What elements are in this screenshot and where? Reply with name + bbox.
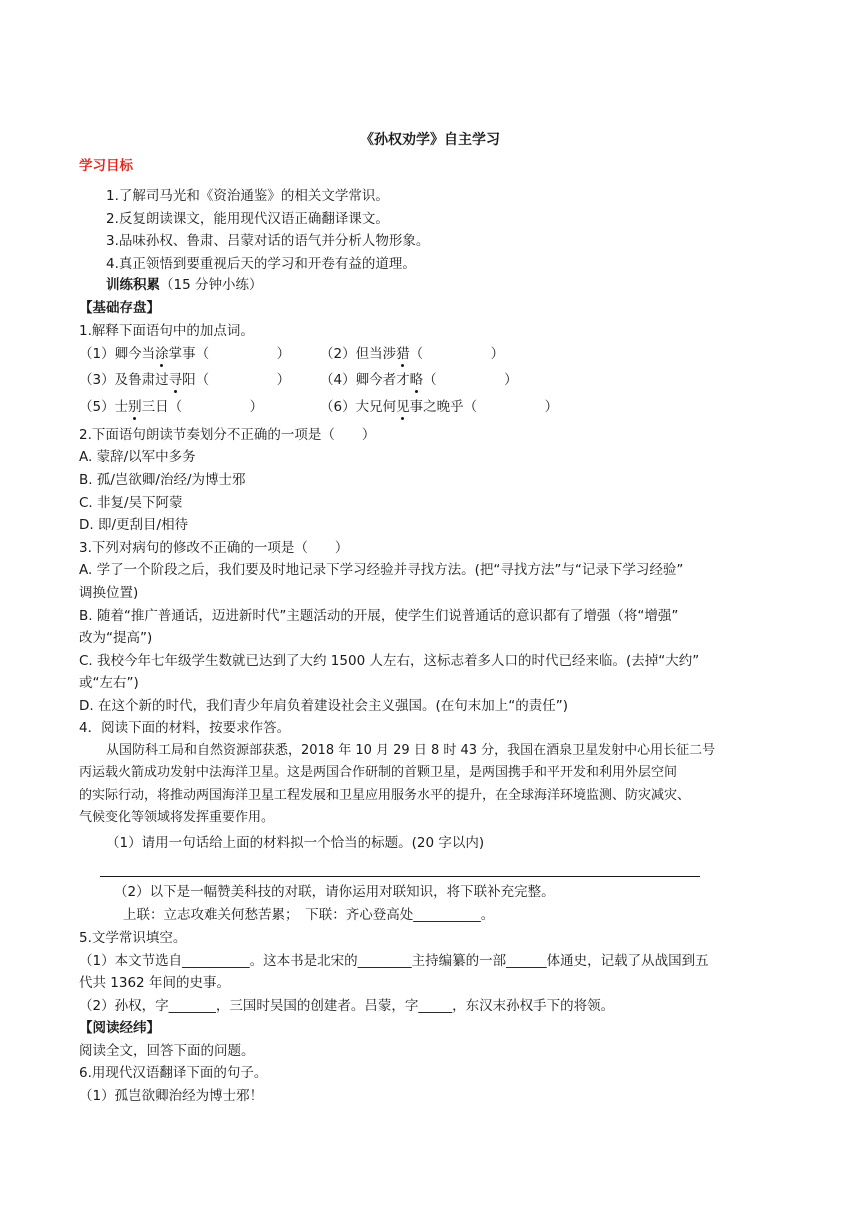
q3-stem: 3.下列对病句的修改不正确的一项是（ ） bbox=[79, 540, 349, 556]
q1-item: （4）卿今者才略（ ） bbox=[320, 372, 518, 388]
q4-couplet: 上联：立志攻难关何愁苦累； 下联：齐心登高处__________。 bbox=[123, 907, 495, 923]
goal-item: 4.真正领悟到要重视后天的学习和开卷有益的道理。 bbox=[106, 256, 416, 272]
q2-stem: 2.下面语句朗读节奏划分不正确的一项是（ ） bbox=[79, 427, 376, 443]
q4-material-line: 的实际行动，将推动两国海洋卫星工程发展和卫星应用服务水平的提升，在全球海洋环境监测、防灾减灾、 bbox=[79, 788, 691, 803]
training-note: （15 分钟小练） bbox=[160, 277, 263, 293]
q3-line: 调换位置) bbox=[79, 585, 139, 601]
q6-stem: 6.用现代汉语翻译下面的句子。 bbox=[79, 1065, 268, 1081]
q1-item: （5）士别三日（ ） bbox=[79, 399, 264, 415]
training-heading: 训练积累 bbox=[106, 277, 160, 293]
dotted-word: 寻 bbox=[168, 372, 183, 388]
q3-line: A. 学了一个阶段之后，我们要及时地记录下学习经验并寻找方法。(把“寻找方法”与“记录下学习经验” bbox=[79, 562, 684, 578]
q3-line: B. 随着“推广普通话，迈进新时代”主题活动的开展，使学生们说普通话的意识都有了增强（将“增强” bbox=[79, 608, 679, 624]
q6-item: （1）孤岂欲卿治经为博士邪！ bbox=[79, 1088, 264, 1104]
reading-intro: 阅读全文，回答下面的问题。 bbox=[79, 1043, 255, 1059]
q2-option: A. 蒙辞/以军中多务 bbox=[79, 449, 196, 465]
q4-material-line: 从国防科工局和自然资源部获悉，2018 年 10 月 29 日 8 时 43 分，我国在酒泉卫星发射中心用长征二号 bbox=[106, 743, 716, 758]
goal-item: 1.了解司马光和《资治通鉴》的相关文学常识。 bbox=[106, 188, 389, 204]
q2-option: B. 孤/岂欲卿/治经/为博士邪 bbox=[79, 472, 246, 488]
q4-stem: 4．阅读下面的材料，按要求作答。 bbox=[79, 720, 291, 736]
dotted-word: 猎 bbox=[396, 346, 410, 362]
dotted-word: 略 bbox=[409, 372, 424, 388]
q3-line: C. 我校今年七年级学生数就已达到了大约 1500 人左右，这标志着多人口的时代已经来临。(去掉“大约” bbox=[79, 653, 700, 669]
q1-item: （1）卿今当涂掌事（ ） bbox=[79, 346, 291, 362]
page-title: 《孙权劝学》自主学习 bbox=[360, 132, 500, 148]
section-reading: 【阅读经纬】 bbox=[79, 1020, 160, 1036]
q1-item: （2）但当涉猎（ ） bbox=[320, 346, 505, 362]
dotted-word: 涂 bbox=[155, 346, 169, 362]
q3-line: D. 在这个新的时代，我们青少年肩负着建设社会主义强国。(在句末加上“的责任”) bbox=[79, 698, 568, 714]
goal-item: 3.品味孙权、鲁肃、吕蒙对话的语气并分析人物形象。 bbox=[106, 233, 430, 249]
q1-item: （3）及鲁肃过寻阳（ ） bbox=[79, 372, 291, 388]
dotted-word: 别 bbox=[128, 399, 142, 415]
q5-line: （1）本文节选自__________。这本书是北宋的________主持编纂的一部______体通史，记载了从战国到五 bbox=[79, 953, 709, 969]
q2-option: C. 非复/吴下阿蒙 bbox=[79, 495, 183, 511]
q5-line: （2）孙权，字_______，三国时吴国的创建者。吕蒙，字_____，东汉末孙权手下的将领。 bbox=[79, 998, 615, 1014]
section-basic: 【基础存盘】 bbox=[79, 300, 160, 316]
q1-stem: 1.解释下面语句中的加点词。 bbox=[79, 323, 254, 339]
q2-option: D. 即/更刮目/相待 bbox=[79, 517, 189, 533]
dotted-word: 见 bbox=[396, 399, 410, 415]
training-line bbox=[106, 276, 262, 294]
q4-material-line: 丙运载火箭成功发射中法海洋卫星。这是两国合作研制的首颗卫星，是两国携手和平开发和利用外层空间 bbox=[79, 765, 678, 780]
answer-blank-line bbox=[100, 876, 700, 877]
q4-sub1: （1）请用一句话给上面的材料拟一个恰当的标题。(20 字以内) bbox=[106, 835, 485, 851]
q1-item: （6）大兄何见事之晚乎（ ） bbox=[320, 399, 559, 415]
q3-line: 改为“提高”) bbox=[79, 630, 153, 646]
q4-sub2: （2）以下是一幅赞美科技的对联，请你运用对联知识，将下联补充完整。 bbox=[114, 884, 555, 900]
goals-heading: 学习目标 bbox=[79, 158, 133, 174]
q3-line: 或“左右”) bbox=[79, 675, 139, 691]
q4-material-line: 气候变化等领域将发挥重要作用。 bbox=[79, 810, 275, 825]
q5-line: 代共 1362 年间的史事。 bbox=[79, 975, 230, 991]
goal-item: 2.反复朗读课文，能用现代汉语正确翻译课文。 bbox=[106, 211, 389, 227]
q5-stem: 5.文学常识填空。 bbox=[79, 930, 187, 946]
